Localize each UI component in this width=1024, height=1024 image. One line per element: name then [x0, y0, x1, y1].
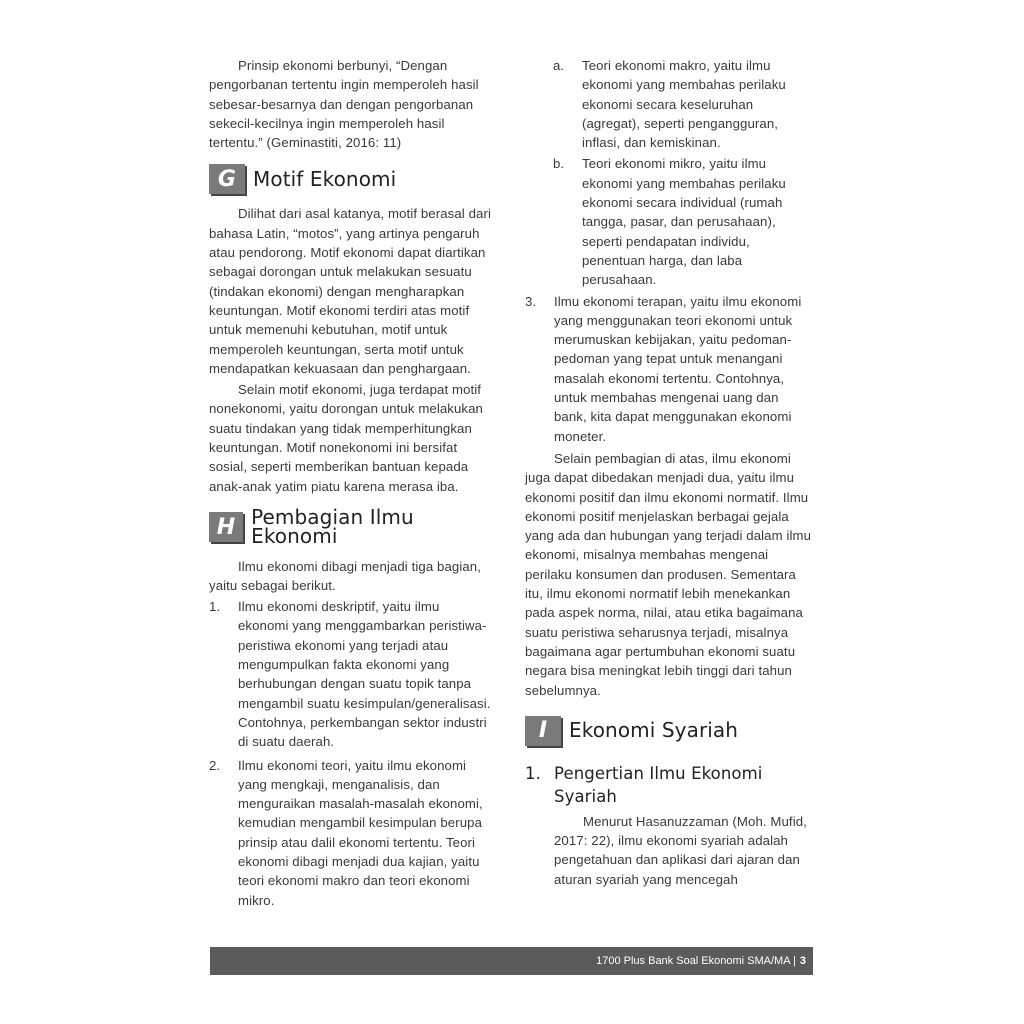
footer-book-title: 1700 Plus Bank Soal Ekonomi SMA/MA |: [596, 955, 796, 967]
classification-paragraph: Selain pembagian di atas, ilmu ekonomi juga dapat dibedakan menjadi dua, yaitu ilmu ekonomi positif dan ilmu ekonomi normatif. Ilmu ekonomi positif menjelaskan berbagai gejala yang ada dan hubungan yang terjadi dalam ilmu ekonomi, misalnya membahas mengenai perilaku konsumen dan produsen. Sementara itu, ilmu ekonomi normatif lebih menekankan pada aspek norma, nilai, atau etika bagaimana suatu peristiwa seharusnya terjadi, misalnya bagaimana agar pertumbuhan ekonomi suatu negara bisa meningkat lebih tinggi dari tahun sebelumnya.: [525, 450, 812, 698]
left-column: [209, 56, 493, 910]
sub-list-item-text: Teori ekonomi makro, yaitu ilmu ekonomi yang membahas perilaku ekonomi secara keseluruhan (agregat), seperti pengangguran, inflasi, dan kemiskinan.: [582, 58, 786, 151]
sub-list-item-letter: b.: [553, 156, 565, 172]
section-h-badge: H: [209, 512, 243, 542]
sub-list-item-text: Teori ekonomi mikro, yaitu ilmu ekonomi yang membahas perilaku ekonomi secara individual (rumah tangga, pasar, dan perusahaan), seperti pendapatan individu, penentuan harga, dan laba perusahaan.: [582, 156, 786, 288]
section-h-paragraph-1: Ilmu ekonomi dibagi menjadi tiga bagian, yaitu sebagai berikut.: [209, 558, 481, 593]
list-item: [525, 292, 813, 446]
subsection-number: 1.: [525, 763, 541, 783]
section-h-title: Pembagian Ilmu Ekonomi: [251, 504, 414, 549]
list-item-number: 3.: [525, 293, 537, 309]
subsection-heading: [525, 762, 813, 808]
list-item-number: 2.: [209, 757, 221, 773]
section-i-paragraph-1: Menurut Hasanuzzaman (Moh. Mufid, 2017: 22), ilmu ekonomi syariah adalah pengetahuan dan aplikasi dari ajaran dan aturan syariah yang mencegah: [554, 813, 807, 887]
section-i-heading: [525, 716, 813, 746]
page-number: 3: [799, 955, 806, 967]
list-item: [209, 756, 493, 910]
page-footer: [210, 947, 813, 975]
list-item-text: Ilmu ekonomi deskriptif, yaitu ilmu ekonomi yang menggambarkan peristiwa-peristiwa ekonomi yang terjadi atau mengumpulkan fakta ekonomi yang berhubungan dengan suatu topik tanpa mengambil suatu kesimpulan/generalisasi. Contohnya, perkembangan sektor industri di suatu daerah.: [238, 599, 491, 750]
section-i-title: Ekonomi Syariah: [569, 718, 739, 743]
list-item-text: Ilmu ekonomi teori, yaitu ilmu ekonomi yang mengkaji, menganalisis, dan menguraikan masalah-masalah ekonomi, kemudian mengambil kesimpulan berupa prinsip atau dalil ekonomi tertentu. Teori ekonomi dibagi menjadi dua kajian, yaitu teori ekonomi makro dan teori ekonomi mikro.: [238, 757, 483, 908]
section-i-badge: I: [525, 716, 561, 746]
sub-list-item: [553, 56, 813, 152]
subsection-title: Pengertian Ilmu Ekonomi Syariah: [554, 763, 763, 806]
section-g-paragraph-1: Dilihat dari asal katanya, motif berasal dari bahasa Latin, “motos”, yang artinya pengaruh atau pendorong. Motif ekonomi dapat diartikan sebagai dorongan untuk melakukan sesuatu (tindakan ekonomi) dengan mengharapkan keuntungan. Motif ekonomi terdiri atas motif untuk memenuhi kebutuhan, motif untuk memperoleh keuntungan, serta motif untuk mendapatkan kekuasaan dan penghargaan.: [209, 206, 491, 376]
list-item: [209, 597, 493, 751]
sub-list-item-letter: a.: [553, 58, 565, 73]
section-g-paragraph-2: Selain motif ekonomi, juga terdapat motif nonekonomi, yaitu dorongan untuk melakukan suatu tindakan yang tidak memperhitungkan keuntungan. Motif nonekonomi ini bersifat sosial, seperti memberikan bantuan kepada anak-anak yatim piatu karena merasa iba.: [209, 382, 483, 494]
section-g-heading: [209, 164, 493, 194]
list-item-number: 1.: [209, 599, 221, 615]
section-h-heading: [209, 504, 493, 549]
sub-list-item: [553, 154, 813, 289]
section-g-badge: G: [209, 164, 245, 194]
right-column: [525, 56, 813, 889]
list-item-text: Ilmu ekonomi terapan, yaitu ilmu ekonomi yang menggunakan teori ekonomi untuk merumuskan kebijakan, yaitu pedoman-pedoman yang tepat untuk menangani masalah ekonomi tertentu. Contohnya, untuk membahas mengenai uang dan bank, kita dapat menggunakan ekonomi moneter.: [554, 293, 802, 444]
intro-paragraph: Prinsip ekonomi berbunyi, “Dengan pengorbanan tertentu ingin memperoleh hasil sebesar-besarnya dan dengan pengorbanan sekecil-kecilnya ingin memperoleh hasil tertentu.” (Geminastiti, 2016: 11): [209, 58, 479, 151]
section-g-title: Motif Ekonomi: [253, 166, 397, 191]
